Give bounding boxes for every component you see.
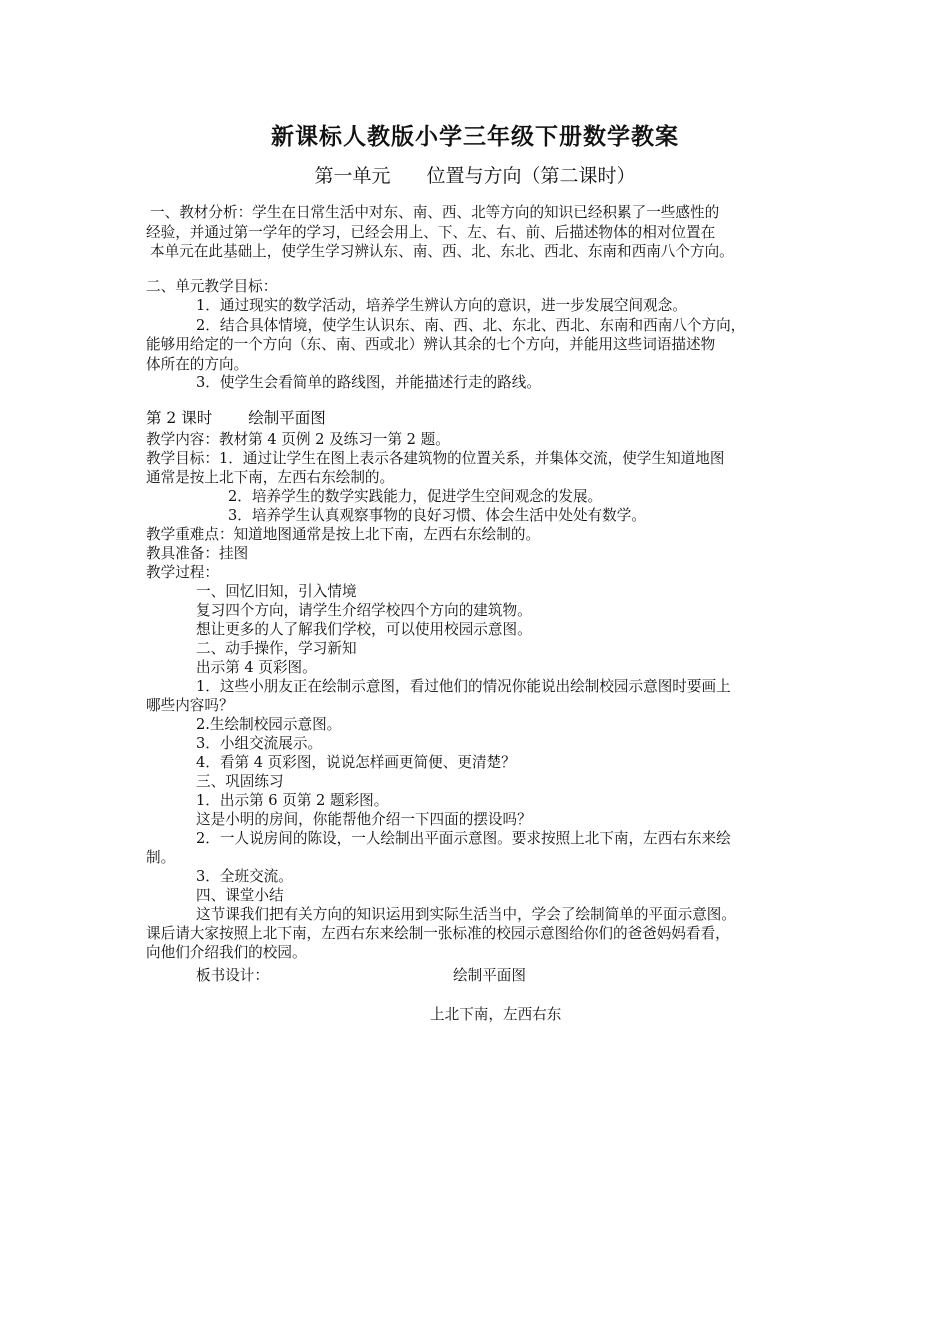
lesson-line: 制。 xyxy=(146,849,176,866)
lesson-line: 教学内容：教材第 4 页例 2 及练习一第 2 题。 xyxy=(146,431,450,448)
lesson-line: 1．这些小朋友正在绘制示意图，看过他们的情况你能说出绘制校园示意图时要画上 xyxy=(196,678,731,695)
lesson-title xyxy=(146,408,326,428)
goal-line: 3．使学生会看简单的路线图，并能描述行走的路线。 xyxy=(196,374,541,391)
lesson-name: 绘制平面图 xyxy=(248,409,326,427)
lesson-line: 课后请大家按照上北下南，左西右东来绘制一张标准的校园示意图给你们的爸爸妈妈看看， xyxy=(146,925,730,942)
board-content: 上北下南，左西右东 xyxy=(430,1006,562,1023)
lesson-line: 复习四个方向，请学生介绍学校四个方向的建筑物。 xyxy=(196,602,532,619)
analysis-line: 一、教材分析：学生在日常生活中对东、南、西、北等方向的知识已经积累了一些感性的 xyxy=(150,204,720,221)
lesson-label: 第 2 课时 xyxy=(146,409,213,427)
lesson-line: 2.生绘制校园示意图。 xyxy=(196,716,342,733)
lesson-line: 四、课堂小结 xyxy=(196,887,284,904)
lesson-line: 2．培养学生的数学实践能力，促进学生空间观念的发展。 xyxy=(228,488,603,505)
document-subtitle xyxy=(0,161,950,188)
lesson-line: 三、巩固练习 xyxy=(196,773,284,790)
document-title: 新课标人教版小学三年级下册数学教案 xyxy=(271,123,679,150)
goal-line: 1．通过现实的数学活动，培养学生辨认方向的意识，进一步发展空间观念。 xyxy=(196,297,687,314)
goal-line: 体所在的方向。 xyxy=(146,356,249,373)
lesson-line: 这节课我们把有关方向的知识运用到实际生活当中，学会了绘制简单的平面示意图。 xyxy=(196,906,736,923)
lesson-line: 一、回忆旧知，引入情境 xyxy=(196,583,357,600)
lesson-line: 1．出示第 6 页第 2 题彩图。 xyxy=(196,792,389,809)
goal-line: 2．结合具体情境，使学生认识东、南、西、北、东北、西北、东南和西南八个方向， xyxy=(196,317,746,334)
board-label: 板书设计： xyxy=(196,967,269,984)
lesson-line: 3．全班交流。 xyxy=(196,868,293,885)
lesson-line: 出示第 4 页彩图。 xyxy=(196,659,317,676)
goal-line: 能够用给定的一个方向（东、南、西或北）辨认其余的七个方向，并能用这些词语描述物 xyxy=(146,336,716,353)
lesson-line: 4．看第 4 页彩图，说说怎样画更简便、更清楚？ xyxy=(196,754,516,771)
lesson-line: 二、动手操作，学习新知 xyxy=(196,640,357,657)
lesson-line: 这是小明的房间，你能帮他介绍一下四面的摆设吗？ xyxy=(196,811,532,828)
lesson-line: 教学重难点：知道地图通常是按上北下南，左西右东绘制的。 xyxy=(146,526,541,543)
lesson-line: 想让更多的人了解我们学校，可以使用校园示意图。 xyxy=(196,621,532,638)
goals-heading: 二、单元教学目标： xyxy=(146,278,278,295)
lesson-line: 哪些内容吗？ xyxy=(146,697,234,714)
lesson-line: 3．培养学生认真观察事物的良好习惯、体会生活中处处有数学。 xyxy=(228,507,646,524)
board-title: 绘制平面图 xyxy=(453,967,526,984)
lesson-line: 向他们介绍我们的校园。 xyxy=(146,944,307,961)
unit-topic: 位置与方向（第二课时） xyxy=(426,165,636,187)
lesson-line: 3．小组交流展示。 xyxy=(196,735,323,752)
lesson-line: 教学目标：1．通过让学生在图上表示各建筑物的位置关系，并集体交流，使学生知道地图 xyxy=(146,450,725,467)
lesson-line: 通常是按上北下南，左西右东绘制的。 xyxy=(146,469,395,486)
analysis-line: 本单元在此基础上，使学生学习辨认东、南、西、北、东北、西北、东南和西南八个方向。 xyxy=(150,243,734,260)
lesson-line: 2．一人说房间的陈设，一人绘制出平面示意图。要求按照上北下南，左西右东来绘 xyxy=(196,830,731,847)
analysis-line: 经验，并通过第一学年的学习，已经会用上、下、左、右、前、后描述物体的相对位置在 xyxy=(146,224,716,241)
unit-label: 第一单元 xyxy=(314,165,391,187)
lesson-line: 教具准备：挂图 xyxy=(146,545,249,562)
lesson-line: 教学过程： xyxy=(146,564,219,581)
